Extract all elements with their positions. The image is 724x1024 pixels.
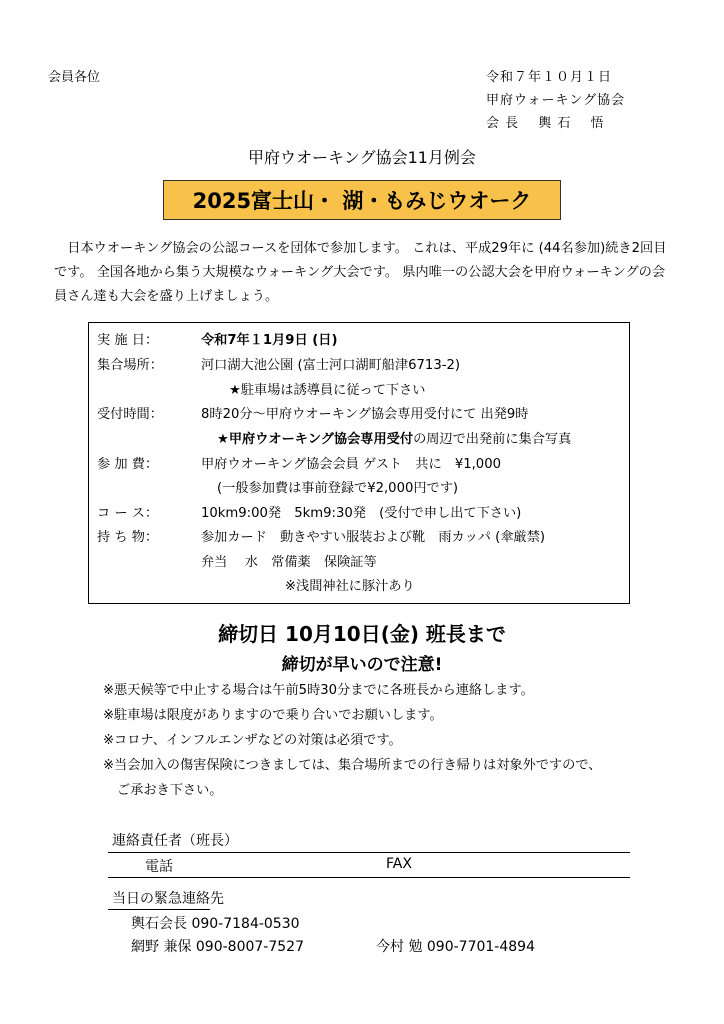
items-value-1: 参加カード 動きやすい服装および靴 雨カッパ (傘厳禁) (201, 530, 546, 545)
event-subtitle: 甲府ウオーキング協会11月例会 (248, 148, 476, 167)
reception-label: 受付時間： (97, 407, 163, 422)
reception-note-bold: ★甲府ウオーキング協会専用受付 (217, 432, 414, 447)
note-parking: ※駐車場は限度がありますので乗り合いでお願いします。 (103, 708, 443, 723)
parking-note: ★駐車場は誘導員に従って下さい (229, 383, 426, 398)
emergency-contact-2: 網野 兼保 090-8007-7527 (131, 939, 304, 955)
venue-value: 河口湖大池公園 (富士河口湖町船津6713-2) (201, 358, 461, 373)
items-label: 持 ち 物： (97, 530, 159, 545)
event-title: 2025富士山・ 湖・もみじウオーク (192, 189, 532, 213)
event-title-banner (163, 180, 561, 220)
contact-divider-top (108, 852, 630, 853)
course-label: コ ー ス： (97, 506, 159, 521)
organization-name: 甲府ウォーキング協会 (486, 93, 626, 108)
note-insurance-cont: ご承おき下さい。 (117, 783, 223, 798)
emergency-heading: 当日の緊急連絡先 (112, 891, 224, 907)
note-cancellation: ※悪天候等で中止する場合は午前5時30分までに各班長から連絡します。 (103, 683, 534, 698)
deadline-note: 締切が早いので注意! (281, 655, 443, 675)
date-value: 令和7年１1月9日 (日) (201, 333, 338, 348)
emergency-contact-3: 今村 勉 090-7701-4894 (376, 939, 535, 955)
president-name: 会 長 輿 石 悟 (486, 116, 605, 131)
phone-label: 電話 (145, 859, 173, 875)
fee-note: (一般参加費は事前登録で¥2,000円です) (217, 481, 459, 496)
intro-text: 日本ウオーキング協会の公認コースを団体で参加します。 これは、平成29年に (44名参加)続き2回目です。 全国各地から集う大規模なウォーキング大会です。 県内唯一の公認大会を甲府ウォーキングの会員さん達も大会を盛り上げましょう。 (54, 241, 667, 304)
items-note: ※浅間神社に豚汁あり (285, 579, 415, 594)
items-value-2: 弁当 水 常備薬 保険証等 (201, 555, 377, 570)
intro-paragraph (54, 237, 676, 309)
notes-list (103, 678, 601, 803)
fax-label: FAX (386, 856, 412, 872)
reception-note-rest: の周辺で出発前に集合写真 (413, 432, 572, 447)
reception-note (217, 428, 571, 447)
sender-block (486, 66, 625, 135)
fee-value: 甲府ウオーキング協会会員 ゲスト 共に ¥1,000 (201, 457, 501, 472)
reception-value: 8時20分～甲府ウオーキング協会専用受付にて 出発9時 (201, 407, 529, 422)
emergency-divider (108, 909, 210, 910)
venue-label: 集合場所： (97, 358, 163, 373)
contact-heading: 連絡責任者（班長） (112, 833, 238, 849)
addressee: 会員各位 (48, 70, 101, 85)
fee-label: 参 加 費： (97, 457, 159, 472)
note-health: ※コロナ、インフルエンザなどの対策は必須です。 (103, 733, 402, 748)
course-value: 10km9:00発 5km9:30発 (受付で申し出て下さい) (201, 506, 522, 521)
emergency-contact-1: 輿石会長 090-7184-0530 (131, 916, 300, 932)
deadline: 締切日 10月10日(金) 班長まで (218, 622, 506, 646)
date-label: 実 施 日： (97, 333, 159, 348)
issue-date: 令和７年１０月１日 (486, 70, 613, 85)
event-info-box (88, 322, 630, 604)
contact-divider-bottom (108, 877, 630, 878)
note-insurance: ※当会加入の傷害保険につきましては、集合場所までの行き帰りは対象外ですので、 (103, 758, 602, 773)
